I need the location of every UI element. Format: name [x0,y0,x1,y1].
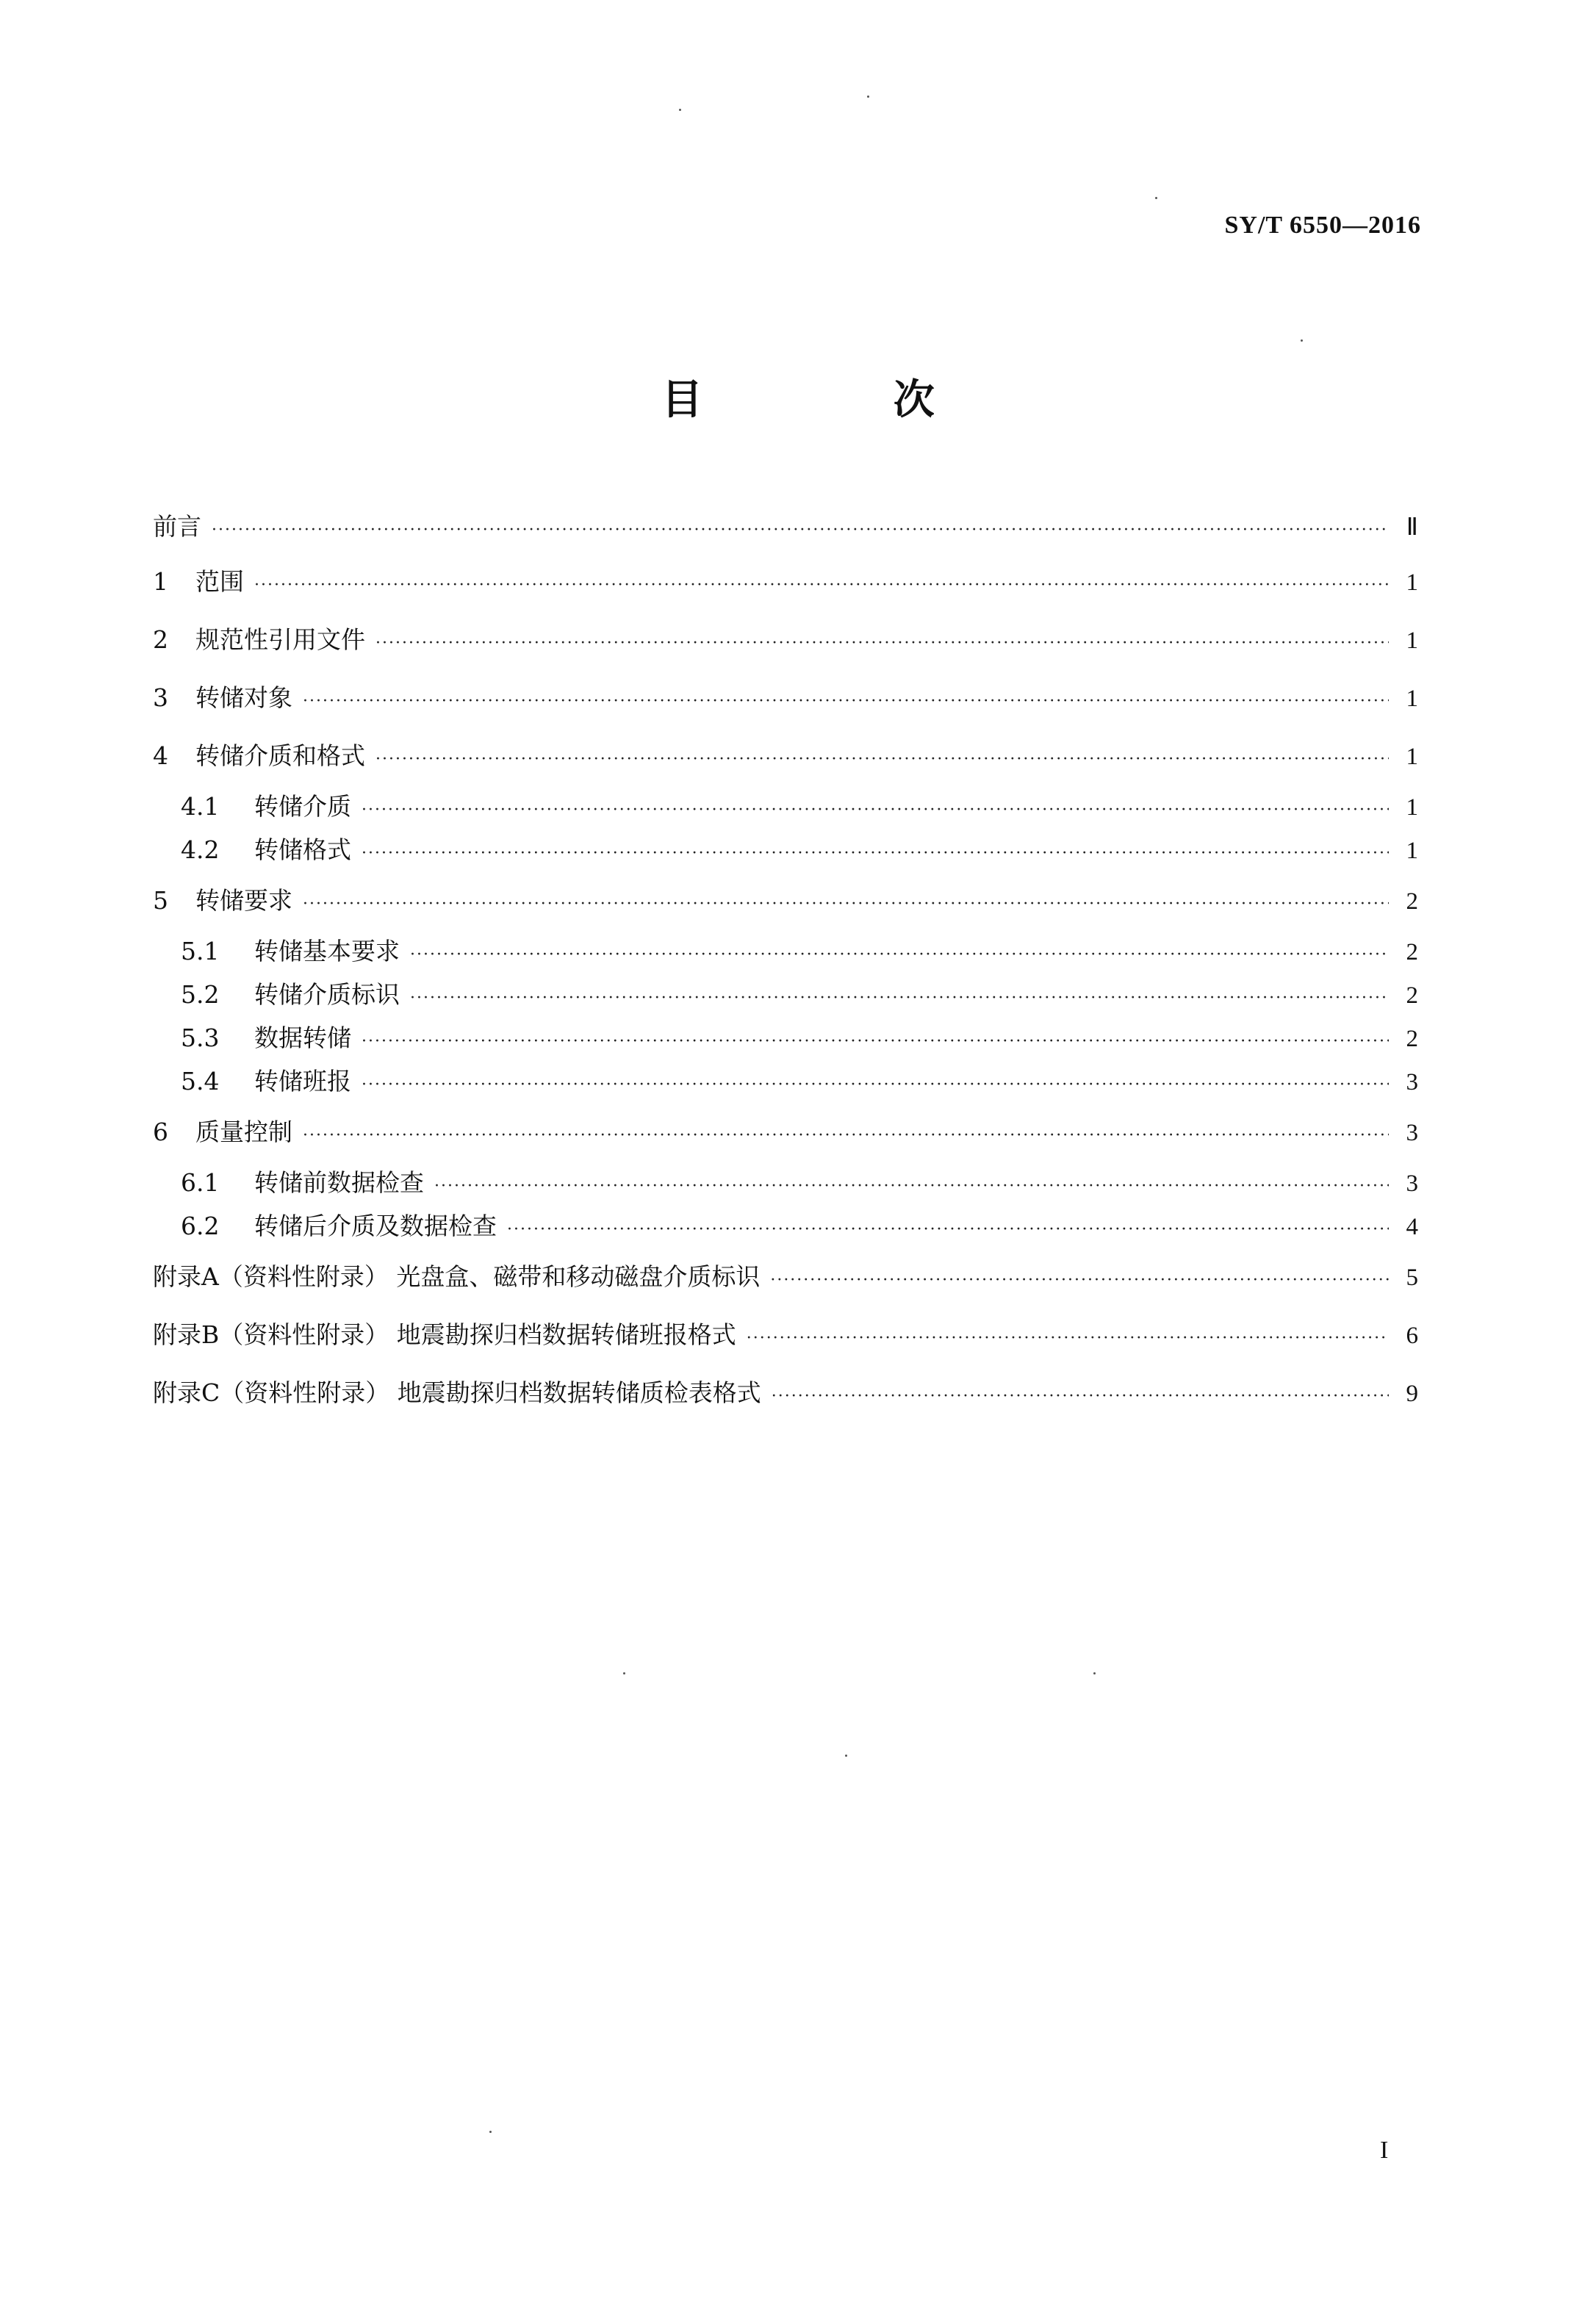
toc-entry-page: 6 [1406,1323,1418,1349]
toc-entry[interactable] [153,929,1418,973]
toc-entry-page: 9 [1406,1381,1418,1407]
toc-entry-page: 2 [1406,888,1418,915]
page-number: I [1380,2137,1389,2164]
toc-entry-title: 转储介质标识 [254,980,400,1009]
toc-entry[interactable] [153,1016,1418,1059]
toc-entry-title: 附录C（资料性附录） 地震勘探归档数据转储质检表格式 [153,1378,761,1407]
toc-dot-leader [303,672,1389,730]
toc-dot-leader [362,788,1389,832]
toc-entry-number: 1 [153,567,168,596]
toc-entry[interactable] [153,1059,1418,1103]
toc-dot-leader [507,1208,1389,1251]
toc-dot-leader [303,875,1389,933]
toc-entry-number: 3 [153,683,168,712]
scan-speck [1155,197,1157,199]
toc-entry-page: 2 [1406,1026,1418,1052]
standard-code: SY/T 6550—2016 [1224,212,1421,239]
toc-entry-title: 转储介质和格式 [195,741,365,770]
toc-dot-leader [410,976,1389,1020]
toc-entry-number: 6.2 [181,1212,220,1240]
scan-speck [679,109,681,111]
toc-entry-title: 转储介质 [254,792,351,821]
toc-dot-leader [434,1165,1389,1208]
toc-dot-leader [212,505,1389,556]
toc-entry-page: 1 [1406,838,1418,864]
toc-entry-title: 附录A（资料性附录） 光盘盒、磁带和移动磁盘介质标识 [153,1262,761,1291]
table-of-contents [153,501,1418,1422]
toc-entry-title: 数据转储 [254,1023,351,1052]
toc-entry-page: 3 [1406,1069,1418,1095]
toc-entry-page: 1 [1406,744,1418,770]
toc-entry[interactable] [153,553,1418,611]
toc-dot-leader [303,1107,1389,1165]
toc-entry-number: 5.3 [181,1023,220,1052]
toc-dot-leader [362,1020,1389,1063]
toc-entry-title: 规范性引用文件 [195,625,365,654]
toc-entry[interactable] [153,611,1418,669]
toc-entry-number: 2 [153,625,168,654]
toc-entry-page: 3 [1406,1170,1418,1197]
toc-dot-leader [362,1063,1389,1107]
toc-dot-leader [362,832,1389,875]
toc-entry-number: 5.2 [181,980,220,1009]
toc-dot-leader [770,1251,1389,1309]
toc-entry-title: 转储要求 [195,886,292,915]
toc-entry-number: 5.4 [181,1067,220,1095]
toc-entry[interactable] [153,1103,1418,1161]
toc-entry-title: 质量控制 [195,1118,292,1146]
toc-entry-number: 5 [153,886,168,915]
scan-speck [1301,339,1303,342]
toc-entry-page: 1 [1406,794,1418,821]
toc-entry-number: 4 [153,741,168,770]
toc-entry-page: 1 [1406,569,1418,596]
scan-speck [623,1672,625,1674]
scan-speck [489,2131,492,2133]
toc-entry[interactable] [153,727,1418,785]
toc-entry-page: 1 [1406,686,1418,712]
toc-dot-leader [254,556,1389,614]
toc-entry-title: 转储后介质及数据检查 [254,1212,497,1240]
toc-dot-leader [375,614,1389,672]
toc-entry-number: 6 [153,1118,168,1146]
toc-entry[interactable] [153,785,1418,828]
toc-entry-title: 转储班报 [254,1067,351,1095]
toc-entry-title: 附录B（资料性附录） 地震勘探归档数据转储班报格式 [153,1320,736,1349]
toc-entry[interactable] [153,1364,1418,1422]
toc-entry[interactable] [153,973,1418,1016]
toc-entry[interactable] [153,501,1418,553]
toc-entry-page: 2 [1406,982,1418,1009]
toc-entry-title: 转储格式 [254,835,351,864]
toc-entry-title: 前言 [153,512,201,541]
toc-entry-number: 5.1 [181,937,220,965]
toc-entry-page: 5 [1406,1264,1418,1291]
toc-entry-page: 2 [1406,939,1418,965]
toc-entry[interactable] [153,1306,1418,1364]
toc-entry[interactable] [153,871,1418,929]
page-title: 目 次 [661,376,1023,424]
toc-entry-number: 4.2 [181,835,220,864]
toc-entry-title: 转储基本要求 [254,937,400,965]
toc-dot-leader [747,1309,1389,1367]
toc-entry[interactable] [153,1248,1418,1306]
toc-entry[interactable] [153,1204,1418,1248]
toc-entry-number: 4.1 [181,792,220,821]
toc-entry-page: 1 [1406,627,1418,654]
scan-speck [1093,1672,1096,1674]
scan-speck [867,96,869,98]
toc-entry[interactable] [153,669,1418,727]
toc-entry-page: Ⅱ [1406,514,1418,541]
toc-entry-page: 4 [1406,1214,1418,1240]
toc-entry[interactable] [153,828,1418,871]
toc-entry-title: 范围 [195,567,244,596]
toc-entry-title: 转储前数据检查 [254,1168,424,1197]
toc-entry[interactable] [153,1161,1418,1204]
toc-dot-leader [772,1367,1389,1425]
toc-dot-leader [375,730,1389,788]
toc-dot-leader [410,933,1389,976]
toc-entry-title: 转储对象 [195,683,292,712]
toc-entry-page: 3 [1406,1120,1418,1146]
scan-speck [845,1755,847,1757]
toc-entry-number: 6.1 [181,1168,220,1197]
